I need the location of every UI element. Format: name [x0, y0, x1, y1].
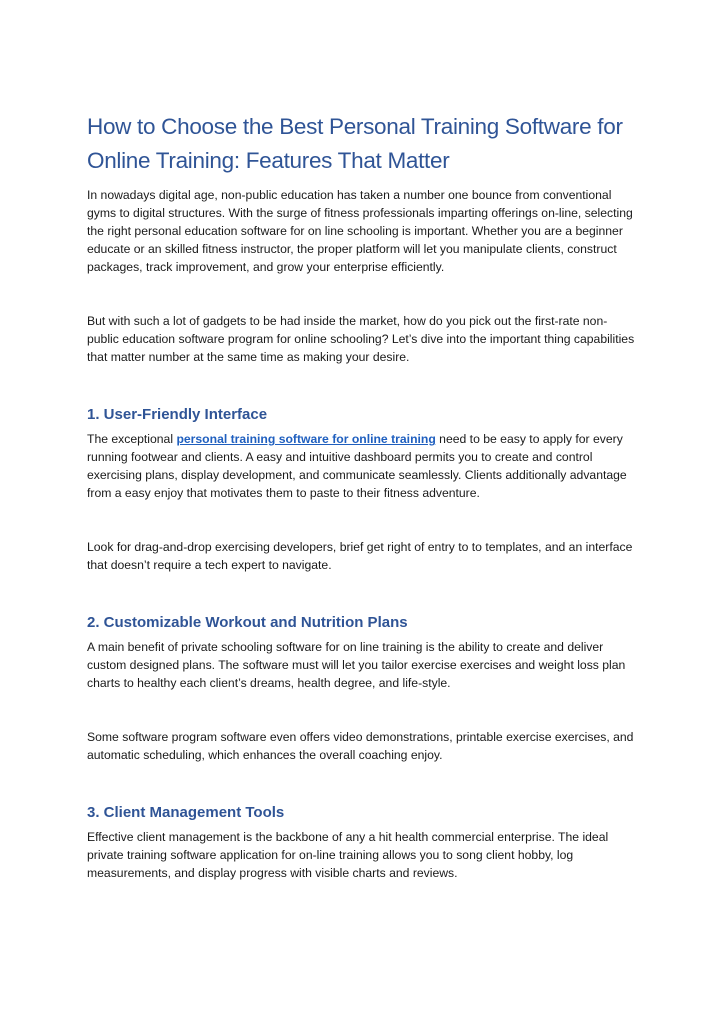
section-heading-user-friendly-interface: 1. User-Friendly Interface [87, 406, 268, 423]
section-gap [87, 366, 635, 404]
intro-paragraph-2: But with such a lot of gadgets to be had inside the market, how do you pick out the first-rate non-public education software program for online schooling? Let’s dive into the important thing capabilities that matter number at the same time as making your desire. [87, 314, 635, 364]
section-1-paragraph-2: Look for drag-and-drop exercising developers, brief get right of entry to to templates, and an interface that doesn’t require a tech expert to navigate. [87, 540, 633, 572]
section-1-text-after-link: need to be easy to apply for every running footwear and clients. A easy and intuitive dashboard permits you to create and control exercising plans, display development, and communicate seamlessly. Clients additionally advantage from a easy enjoy that motivates them to paste to their fitness adventure. [87, 432, 627, 500]
section-2-paragraph-1: A main benefit of private schooling software for on line training is the ability to create and deliver custom designed plans. The software must will let you tailor exercise exercises and weight loss plan charts to healthy each client’s dreams, health degree, and life-style. [87, 640, 626, 690]
paragraph-gap [87, 276, 635, 312]
section-3-paragraph-1: Effective client management is the backbone of any a hit health commercial enterprise. The ideal private training software application for on-line training allows you to song client hobby, log measurements, and display progress with visible charts and reviews. [87, 830, 609, 880]
section-2-paragraph-2: Some software program software even offers video demonstrations, printable exercise exercises, and automatic scheduling, which enhances the overall coaching enjoy. [87, 730, 634, 762]
paragraph-gap [87, 692, 635, 728]
paragraph-gap [87, 502, 635, 538]
section-gap [87, 764, 635, 802]
page-title: How to Choose the Best Personal Training Software for Online Training: Features That Matter [87, 114, 623, 173]
intro-paragraph-1: In nowadays digital age, non-public education has taken a number one bounce from conventional gyms to digital structures. With the surge of fitness professionals imparting offerings on-line, selecting the right personal education software for on line schooling is important. Whether you are a beginner educate or an skilled fitness instructor, the proper platform will let you manipulate clients, construct packages, track improvement, and grow your enterprise efficiently. [87, 188, 633, 274]
personal-training-software-link[interactable]: personal training software for online training [176, 432, 436, 446]
section-heading-customizable-plans: 2. Customizable Workout and Nutrition Plans [87, 614, 408, 631]
section-1-paragraph-1 [87, 430, 635, 502]
section-heading-client-management-tools: 3. Client Management Tools [87, 804, 285, 821]
section-gap [87, 574, 635, 612]
document-page [87, 110, 635, 882]
section-1-text-before-link: The exceptional [87, 432, 177, 446]
